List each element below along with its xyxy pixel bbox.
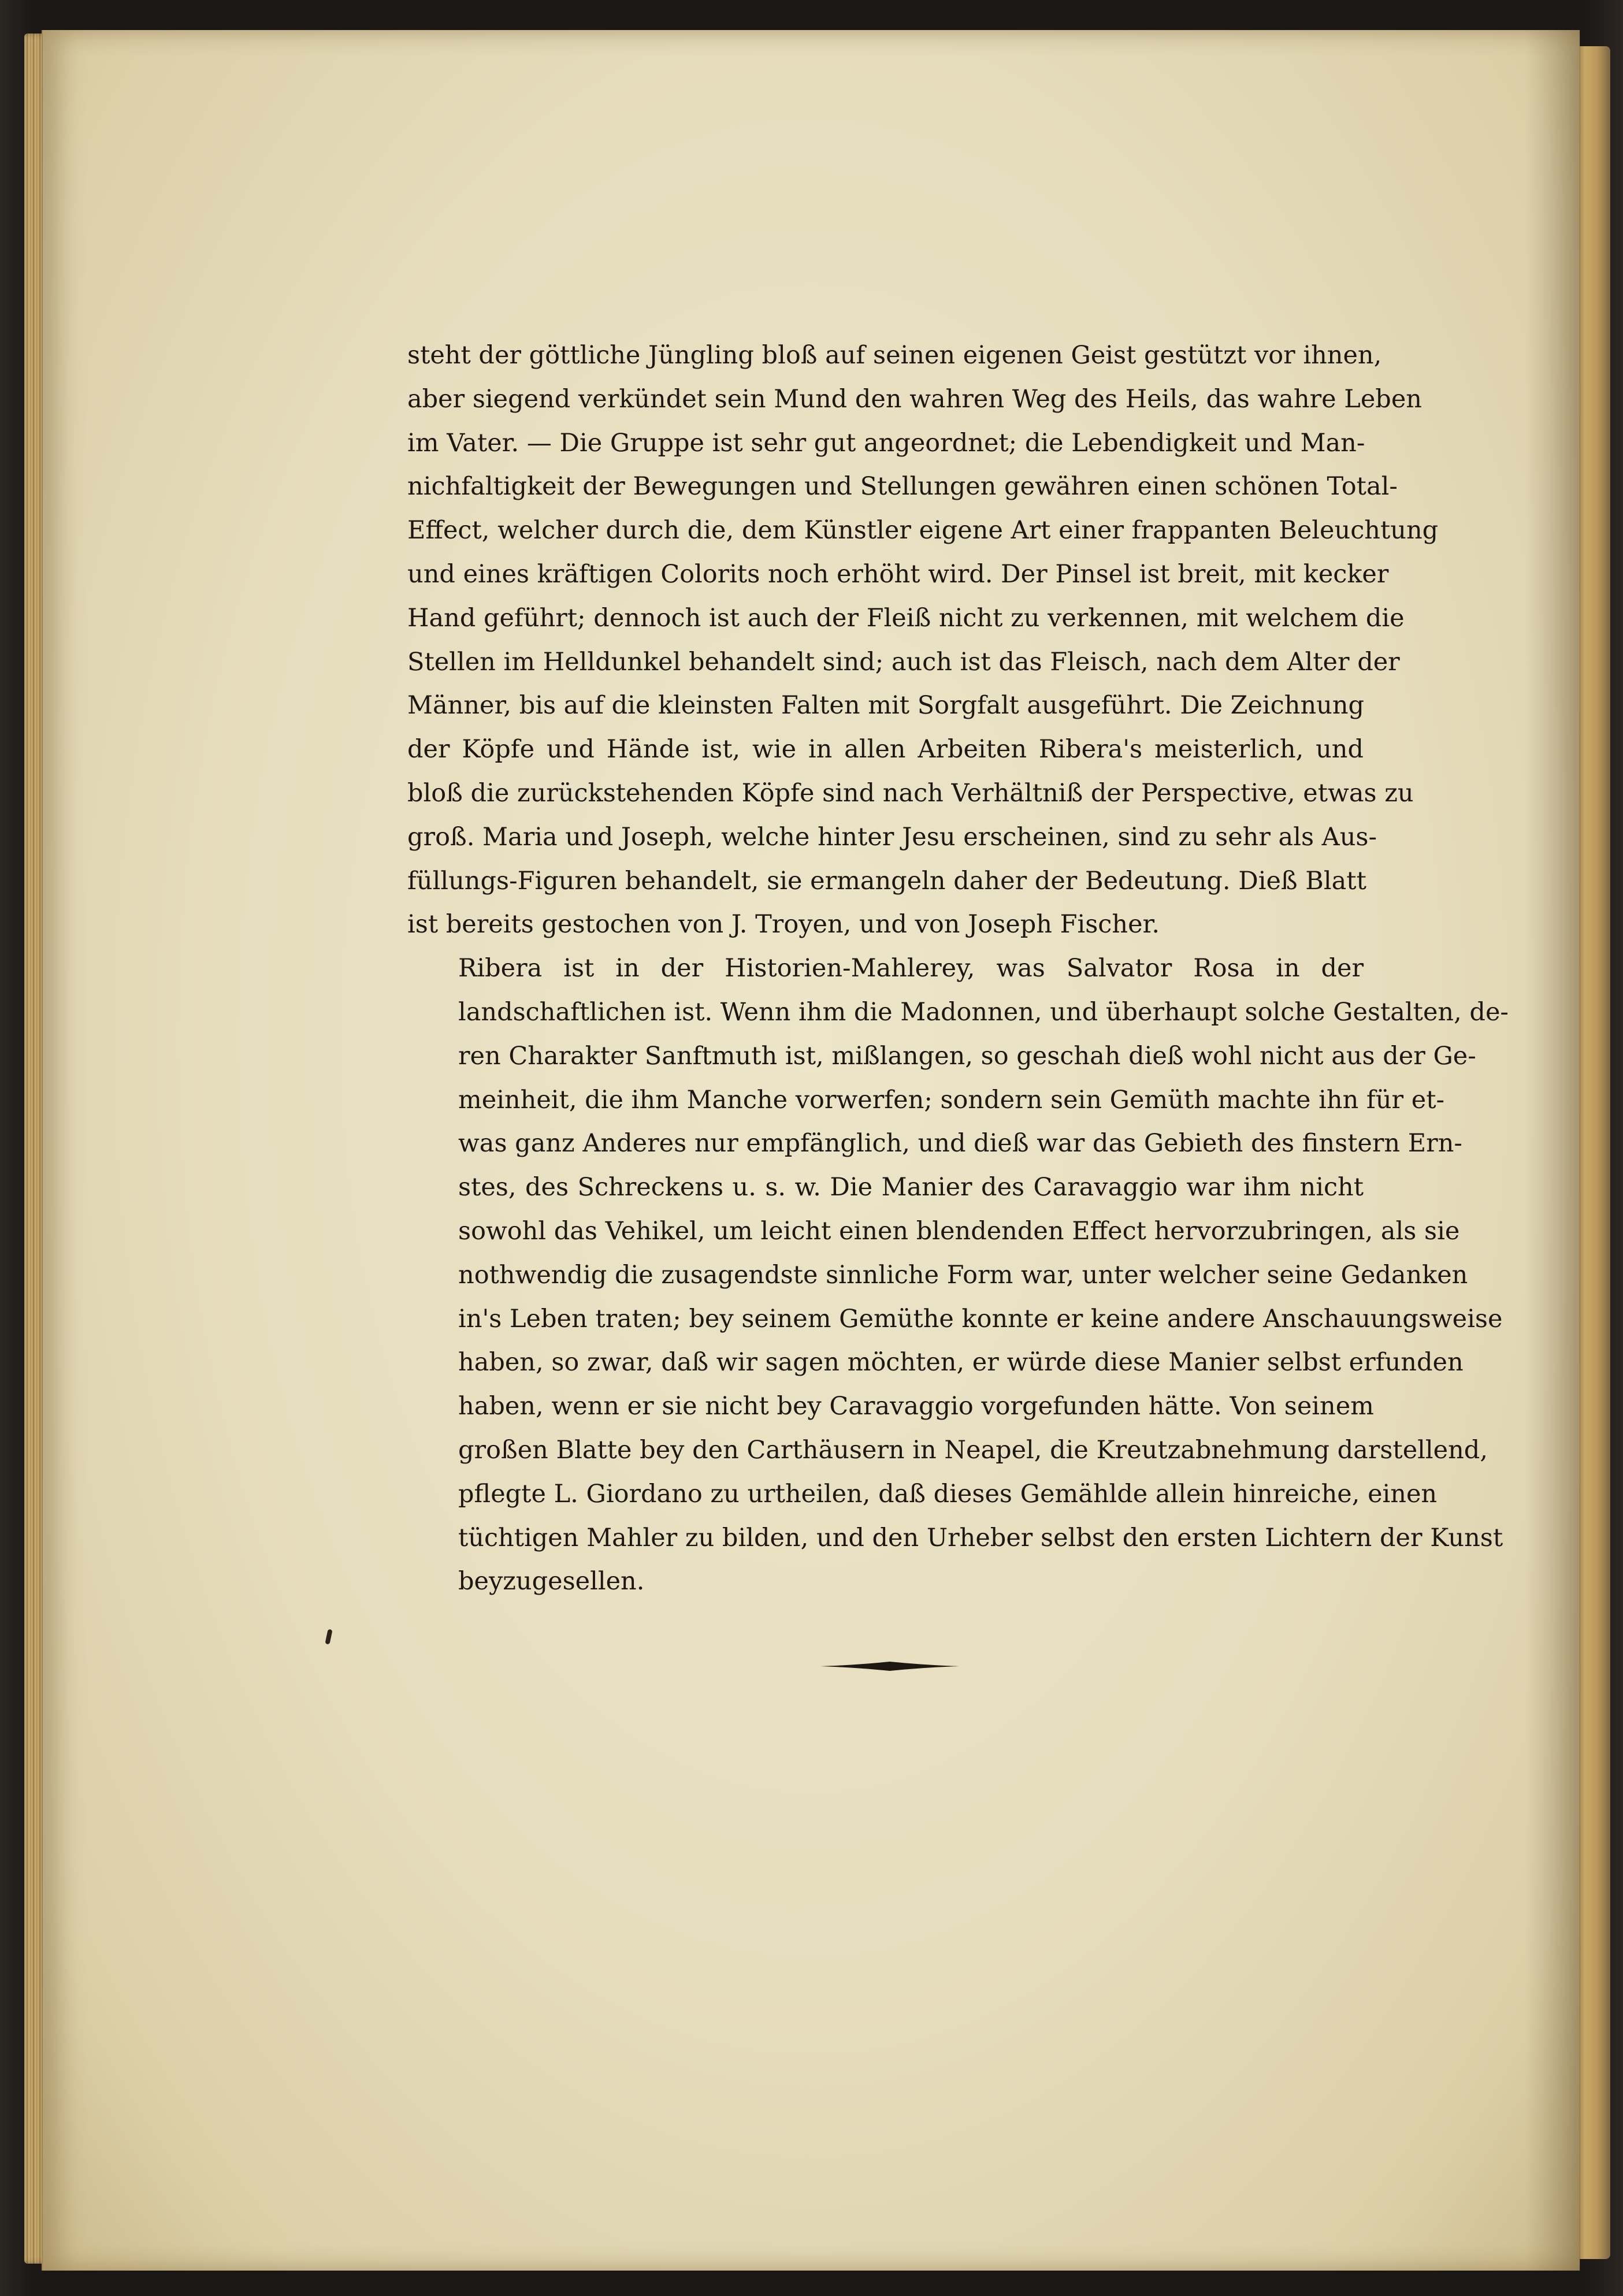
text-line: Hand geführt; dennoch ist auch der Fleiß nicht zu verkennen, mit welchem die xyxy=(407,603,1405,633)
paragraph-1 xyxy=(407,334,1439,947)
end-ornament-icon xyxy=(820,1659,959,1673)
paragraph-2 xyxy=(407,947,1509,1604)
text-line: haben, so zwar, daß wir sagen möchten, er würde diese Manier selbst erfunden xyxy=(458,1348,1464,1377)
text-line: Männer, bis auf die kleinsten Falten mit Sorgfalt ausgeführt. Die Zeichnung xyxy=(407,691,1365,720)
text-line: steht der göttliche Jüngling bloß auf seinen eigenen Geist gestützt vor ihnen, xyxy=(407,341,1382,370)
text-line: füllungs-Figuren behandelt, sie ermangeln daher der Bedeutung. Dieß Blatt xyxy=(407,866,1366,896)
text-line: nothwendig die zusagendste sinnliche Form war, unter welcher seine Gedanken xyxy=(458,1260,1468,1290)
text-line: aber siegend verkündet sein Mund den wahren Weg des Heils, das wahre Leben xyxy=(407,384,1422,414)
text-line: nichfaltigkeit der Bewegungen und Stellungen gewähren einen schönen Total- xyxy=(407,472,1398,501)
text-line: Ribera ist in der Historien-Mahlerey, was Salvator Rosa in der xyxy=(458,954,1364,983)
text-line: in's Leben traten; bey seinem Gemüthe konnte er keine andere Anschauungsweise xyxy=(458,1304,1503,1333)
gutter-shadow xyxy=(1525,30,1580,2271)
text-line: groß. Maria und Joseph, welche hinter Jesu erscheinen, sind zu sehr als Aus- xyxy=(407,822,1377,852)
text-line: ren Charakter Sanftmuth ist, mißlangen, so geschah dieß wohl nicht aus der Ge- xyxy=(458,1041,1476,1071)
text-line: bloß die zurückstehenden Köpfe sind nach Verhältniß der Perspective, etwas zu xyxy=(407,778,1414,808)
text-line: landschaftlichen ist. Wenn ihm die Madonnen, und überhaupt solche Gestalten, de- xyxy=(458,997,1509,1027)
text-line: und eines kräftigen Colorits noch erhöht wird. Der Pinsel ist breit, mit kecker xyxy=(407,559,1389,589)
text-line: der Köpfe und Hände ist, wie in allen Arbeiten Ribera's meisterlich, und xyxy=(407,735,1364,764)
text-line: Effect, welcher durch die, dem Künstler eigene Art einer frappanten Beleuchtung xyxy=(407,516,1439,545)
text-line: sowohl das Vehikel, um leicht einen blendenden Effect hervorzubringen, als sie xyxy=(458,1216,1460,1246)
text-line: meinheit, die ihm Manche vorwerfen; sondern sein Gemüth machte ihn für et- xyxy=(458,1085,1445,1114)
text-line: tüchtigen Mahler zu bilden, und den Urheber selbst den ersten Lichtern der Kunst xyxy=(458,1523,1503,1552)
text-line: Stellen im Helldunkel behandelt sind; auch ist das Fleisch, nach dem Alter der xyxy=(407,647,1400,677)
text-line: stes, des Schreckens u. s. w. Die Manier des Caravaggio war ihm nicht xyxy=(458,1173,1364,1202)
text-line: pflegte L. Giordano zu urtheilen, daß dieses Gemählde allein hinreiche, einen xyxy=(458,1479,1438,1509)
text-line: was ganz Anderes nur empfänglich, und dieß war das Gebieth des finstern Ern- xyxy=(458,1129,1462,1158)
text-line: ist bereits gestochen von J. Troyen, und von Joseph Fischer. xyxy=(407,910,1160,939)
text-line: im Vater. — Die Gruppe ist sehr gut angeordnet; die Lebendigkeit und Man- xyxy=(407,428,1365,458)
text-line: haben, wenn er sie nicht bey Caravaggio vorgefunden hätte. Von seinem xyxy=(458,1392,1374,1421)
text-line: beyzugesellen. xyxy=(458,1567,645,1596)
body-text xyxy=(407,334,1509,1604)
text-line: großen Blatte bey den Carthäusern in Neapel, die Kreutzabnehmung darstellend, xyxy=(458,1435,1488,1465)
